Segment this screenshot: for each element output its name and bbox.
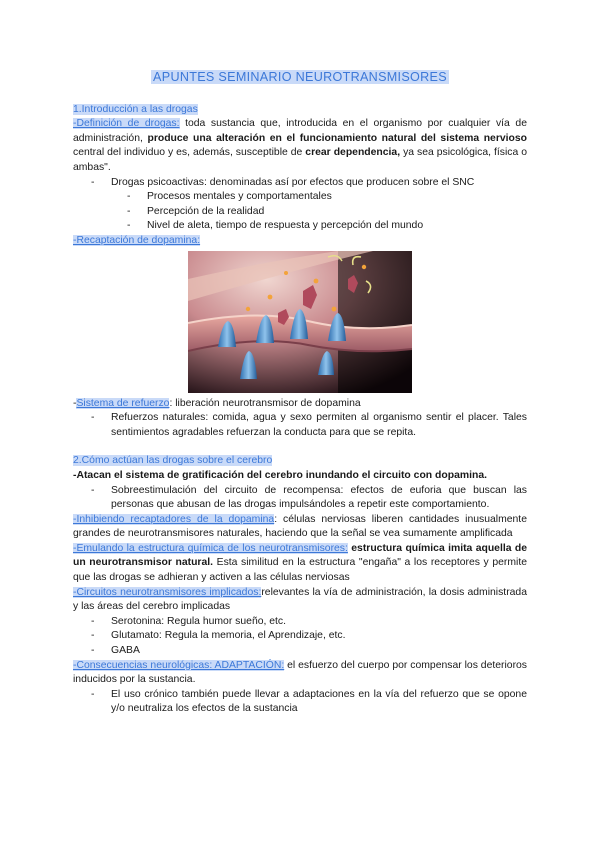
document-title: APUNTES SEMINARIO NEUROTRANSMISORES [153, 70, 447, 84]
reward-system-text: : liberación neurotransmisor de dopamina [169, 397, 361, 409]
synapse-image [188, 251, 412, 393]
document-title-wrap [73, 70, 527, 87]
circuits-list [73, 615, 527, 659]
inhibit-label: -Inhibiendo recaptadores de la dopamina [73, 513, 275, 525]
sublist-item: - Nivel de aleta, tiempo de respuesta y percepción del mundo [127, 219, 527, 234]
circuits-paragraph [73, 586, 527, 615]
circuits-text: relevantes la vía de administración, la dosis administrada y las áreas del cerebro implicadas [73, 586, 527, 613]
consequences-label: -Consecuencias neurológicas: ADAPTACIÓN: [73, 659, 285, 671]
emulate-bold: estructura química imita aquella de un neurotransmisor natural. [73, 542, 528, 569]
document-page [73, 70, 527, 717]
consequences-text: el esfuerzo del cuerpo por compensar los deterioros inducidos por la sustancia. [73, 659, 527, 686]
reward-item: - Refuerzos naturales: comida, agua y sexo permiten al organismo sentir el placer. Tales sentimientos agradables refuerzan la conducta para que se repita. [91, 411, 527, 440]
synapse-illustration [188, 251, 412, 393]
psychoactive-list [73, 176, 527, 191]
section-2-heading: 2.Cómo actúan las drogas sobre el cerebro [73, 455, 273, 467]
emulate-paragraph [73, 542, 527, 586]
inhibit-text: : células nerviosas liberen cantidades inusualmente grandes de neurotransmisores naturales, haciendo que la señal se vea sumamente amplificada [73, 513, 527, 540]
emulate-text: Esta similitud en la estructura "engaña" a los receptores y permite que las drogas se adhieran y activen a las células nerviosas [73, 557, 527, 584]
definition-label: -Definición de drogas: [73, 118, 180, 130]
attack-line [73, 469, 527, 484]
reward-prefix: - [73, 397, 77, 409]
reward-list [73, 411, 527, 440]
section-1-heading: 1.Introducción a las drogas [73, 103, 198, 115]
attack-bold: -Atacan el sistema de gratificación del cerebro inundando el circuito con dopamina. [73, 469, 487, 481]
sublist-item: - Procesos mentales y comportamentales [127, 190, 527, 205]
circuit-item: - GABA [91, 644, 527, 659]
inhibit-paragraph [73, 513, 527, 542]
definition-text-2: central del individuo y es, además, susceptible de [73, 147, 306, 159]
definition-paragraph [73, 117, 527, 175]
consequences-list [73, 688, 527, 717]
attack-list [73, 484, 527, 513]
sublist-item: - Percepción de la realidad [127, 205, 527, 220]
reward-system-line [73, 397, 527, 412]
circuits-label: -Circuitos neurotransmisores implicados: [73, 586, 262, 598]
psychoactive-item: - Drogas psicoactivas: denominadas así por efectos que producen sobre el SNC [91, 176, 527, 191]
reuptake-label: -Recaptación de dopamina: [73, 234, 201, 246]
definition-bold-1: produce una alteración en el funcionamiento natural del sistema nervioso [147, 132, 528, 144]
consequences-paragraph [73, 659, 527, 688]
psychoactive-sublist [73, 190, 527, 234]
definition-text-1: toda sustancia que, introducida en el organismo por cualquier vía de administración, [73, 118, 527, 144]
circuit-item: - Serotonina: Regula humor sueño, etc. [91, 615, 527, 630]
definition-bold-2: crear dependencia, [305, 147, 401, 159]
attack-item: - Sobreestimulación del circuito de recompensa: efectos de euforia que buscan las personas que abusan de las drogas impulsándoles a repetir este comportamiento. [91, 484, 527, 513]
circuit-item: - Glutamato: Regula la memoria, el Aprendizaje, etc. [91, 629, 527, 644]
definition-text-3: ya sea psicológica, física o ambas". [73, 147, 527, 173]
reward-system-label: Sistema de refuerzo [76, 397, 170, 409]
consequences-item: - El uso crónico también puede llevar a adaptaciones en la vía del refuerzo que se opone y/o neutraliza los efectos de la sustancia [91, 688, 527, 717]
emulate-label: -Emulando la estructura química de los neurotransmisores: [73, 542, 348, 554]
